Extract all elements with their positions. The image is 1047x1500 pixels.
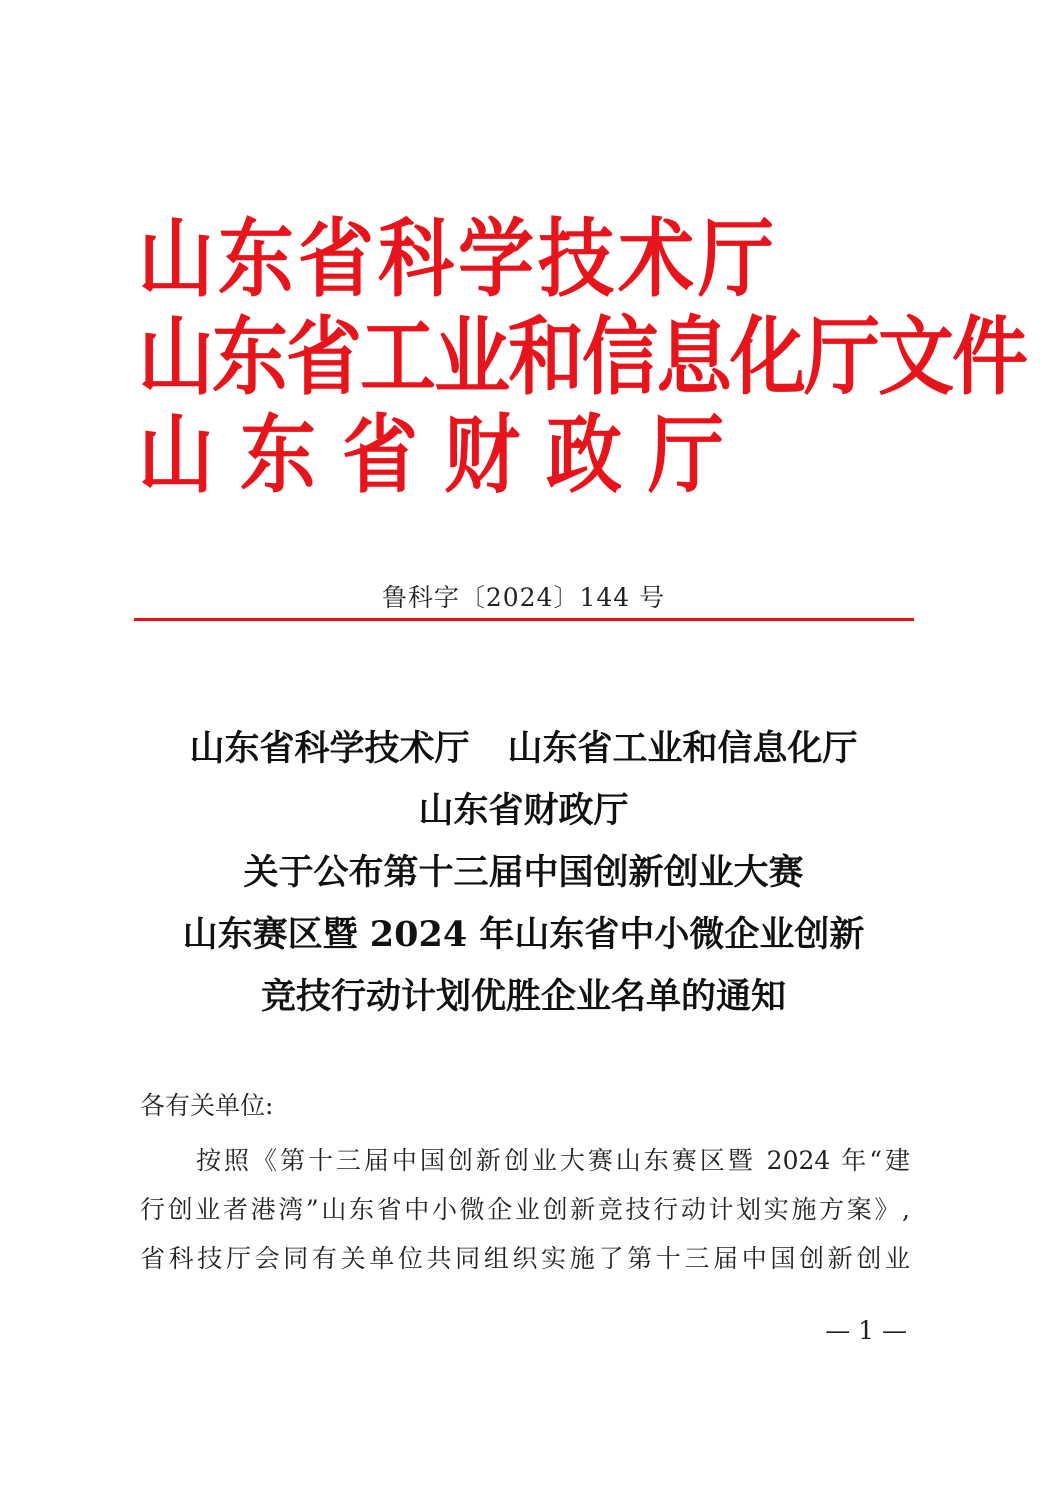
document-number: 鲁科字〔2024〕144 号 [381,583,666,612]
title-line-2: 山东省财政厅 [418,790,629,831]
salutation: 各有关单位: [140,1091,274,1120]
body-line-3: 省科技厅会同有关单位共同组织实施了第十三届中国创新创业 [140,1244,910,1273]
title-line-1 [0,718,1047,780]
body-line-2: 行创业者港湾”山东省中小微企业创新竞技行动计划实施方案》, [140,1195,910,1224]
body-line-1: 按照《第十三届中国创新创业大赛山东赛区暨 2024 年“建 [196,1146,910,1175]
body-paragraph [140,1136,910,1283]
title-line-4: 山东赛区暨 2024 年山东省中小微企业创新 [182,914,865,955]
title-issuer-2: 山东省工业和信息化厅 [507,728,858,769]
title-issuer-1: 山东省科学技术厅 [189,728,470,769]
notice-title [0,718,1047,1028]
title-line-5: 竞技行动计划优胜企业名单的通知 [260,976,786,1017]
masthead-line-3: 山东省财政厅 [138,405,750,505]
red-divider-line [134,618,914,621]
masthead-line-2: 山东省工业和信息化厅文件 [138,307,1026,407]
page-number: — 1 — [825,1316,907,1345]
title-line-3: 关于公布第十三届中国创新创业大赛 [243,852,804,893]
masthead-line-1: 山东省科学技术厅 [138,209,778,309]
